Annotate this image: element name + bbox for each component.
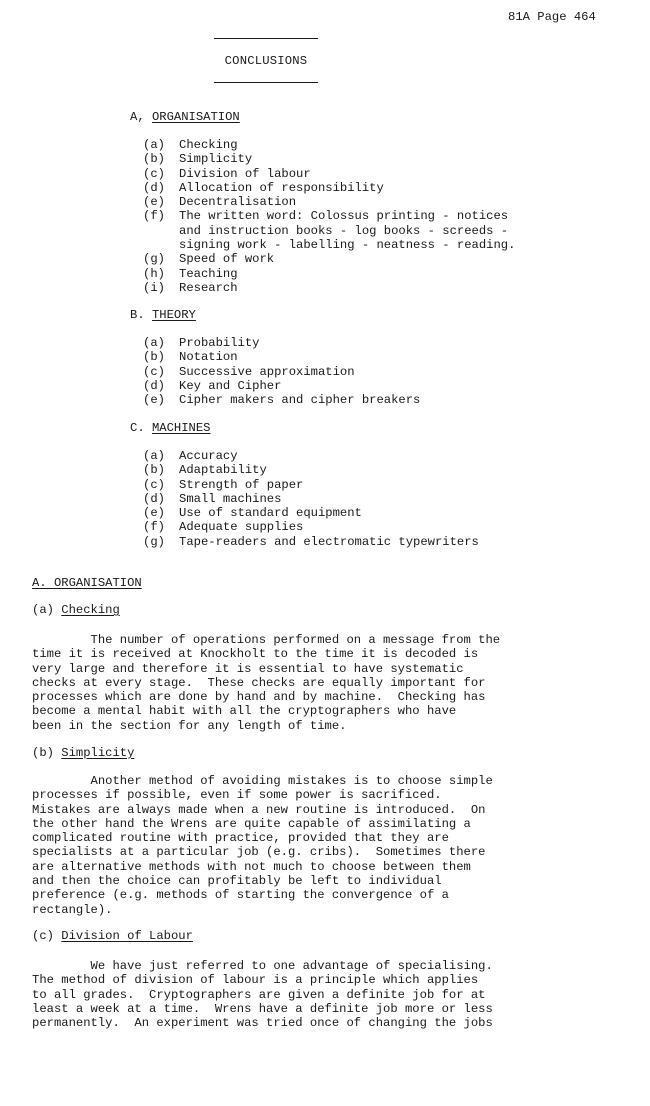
subsection-mark: (a) — [32, 603, 54, 617]
item-text: Strength of paper — [179, 477, 304, 492]
list-item — [143, 252, 515, 266]
item-mark: (a) — [143, 449, 165, 463]
item-text: Allocation of responsibility — [179, 180, 384, 195]
item-text: Key and Cipher — [179, 378, 282, 393]
item-mark: (d) — [143, 378, 165, 393]
item-text: Adequate supplies — [179, 520, 304, 535]
item-mark: (b) — [143, 463, 165, 478]
item-mark: (e) — [143, 195, 165, 210]
list-item — [143, 463, 479, 477]
item-text: Accuracy — [179, 449, 238, 463]
paragraph-line: rectangle). — [32, 902, 113, 917]
paragraph-line: checks at every stage. These checks are equally important for — [32, 675, 486, 690]
item-mark: (c) — [143, 166, 165, 181]
list-item — [143, 336, 420, 350]
paragraph-line: least a week at a time. Wrens have a definite job more or less — [32, 1001, 493, 1016]
paragraph-line: been in the section for any length of time. — [32, 718, 347, 733]
paragraph-line: The method of division of labour is a principle which applies — [32, 973, 479, 988]
title-rule-bottom — [214, 82, 318, 83]
paragraph-line: We have just referred to one advantage of specialising. — [32, 959, 493, 973]
outline-letter: A, — [130, 110, 145, 124]
subsection-title: Division of Labour — [61, 929, 193, 943]
item-text-line: signing work - labelling - neatness - reading. — [179, 238, 516, 253]
outline-letter: B. — [130, 308, 145, 322]
subsection-heading-checking — [32, 603, 120, 617]
paragraph-line: time it is received at Knockholt to the time it is decoded is — [32, 647, 479, 662]
list-item — [143, 506, 479, 520]
paragraph-simplicity — [32, 774, 592, 917]
paragraph-division-of-labour — [32, 959, 592, 1030]
paragraph-line: Mistakes are always made when a new routine is introduced. On — [32, 802, 486, 817]
item-text: Probability — [179, 336, 260, 350]
paragraph-line: processes which are done by hand and by machine. Checking has — [32, 690, 486, 705]
subsection-heading-simplicity — [32, 746, 134, 760]
item-text: Notation — [179, 350, 238, 365]
list-item — [143, 152, 515, 166]
item-mark: (g) — [143, 534, 165, 549]
list-item — [143, 195, 515, 209]
item-mark: (d) — [143, 491, 165, 506]
list-item — [143, 449, 479, 463]
outline-heading-text: MACHINES — [151, 421, 211, 435]
list-item — [143, 350, 420, 364]
paragraph-line: become a mental habit with all the cryptographers who have — [32, 704, 457, 719]
item-text-line: The written word: Colossus printing - notices — [179, 209, 509, 224]
outline-list-organisation — [143, 138, 515, 295]
item-text: Small machines — [179, 491, 282, 506]
item-mark: (f) — [143, 520, 165, 535]
page-title: CONCLUSIONS — [224, 54, 308, 68]
item-text: Cipher makers and cipher breakers — [179, 393, 421, 408]
subsection-mark: (b) — [32, 746, 54, 760]
item-text: Speed of work — [179, 252, 275, 267]
list-item — [143, 492, 479, 506]
item-text: Teaching — [179, 266, 238, 281]
list-item — [143, 520, 479, 534]
outline-list-theory — [143, 336, 420, 407]
list-item — [143, 181, 515, 195]
item-mark: (f) — [143, 209, 165, 224]
list-item — [143, 138, 515, 152]
page-number: 81A Page 464 — [508, 10, 596, 24]
outline-heading-machines — [130, 421, 210, 435]
subsection-mark: (c) — [32, 929, 54, 943]
item-text — [179, 209, 515, 252]
subsection-heading-division-of-labour — [32, 929, 193, 943]
subsection-title: Simplicity — [61, 746, 135, 760]
subsection-title: Checking — [61, 603, 120, 617]
list-item — [143, 379, 420, 393]
list-item — [143, 478, 479, 492]
item-mark: (i) — [143, 280, 165, 295]
list-item — [143, 209, 515, 252]
item-text: Adaptability — [179, 463, 267, 478]
item-text-line: and instruction books - log books - screeds - — [179, 223, 509, 238]
item-mark: (b) — [143, 152, 165, 167]
item-mark: (h) — [143, 266, 165, 281]
item-text: Research — [179, 280, 238, 295]
item-text: Decentralisation — [179, 195, 297, 210]
item-mark: (e) — [143, 506, 165, 521]
item-text: Use of standard equipment — [179, 506, 362, 521]
outline-letter: C. — [130, 421, 145, 435]
outline-heading-organisation — [130, 110, 240, 124]
outline-heading-theory — [130, 308, 196, 322]
item-text: Successive approximation — [179, 364, 355, 379]
paragraph-line: Another method of avoiding mistakes is to choose simple — [32, 774, 493, 788]
paragraph-line: very large and therefore it is essential to have systematic — [32, 661, 464, 676]
paragraph-line: and then the choice can profitably be left to individual — [32, 874, 442, 889]
paragraph-line: to all grades. Cryptographers are given a definite job for at — [32, 987, 486, 1002]
outline-list-machines — [143, 449, 479, 549]
list-item — [143, 281, 515, 295]
item-text: Tape-readers and electromatic typewriters — [179, 534, 479, 549]
title-block — [214, 38, 318, 83]
item-text: Checking — [179, 138, 238, 152]
paragraph-line: specialists at a particular job (e.g. cribs). Sometimes there — [32, 845, 486, 860]
paragraph-line: preference (e.g. methods of starting the convergence of a — [32, 888, 449, 903]
item-mark: (e) — [143, 393, 165, 408]
item-mark: (b) — [143, 350, 165, 365]
item-mark: (a) — [143, 138, 165, 152]
item-text: Simplicity — [179, 152, 253, 167]
list-item — [143, 393, 420, 407]
paragraph-line: the other hand the Wrens are quite capable of assimilating a — [32, 816, 471, 831]
list-item — [143, 167, 515, 181]
outline-heading-text: ORGANISATION — [151, 110, 240, 124]
paragraph-line: complicated routine with practice, provided that they are — [32, 831, 449, 846]
paragraph-line: are alternative methods with not much to choose between them — [32, 859, 471, 874]
list-item — [143, 535, 479, 549]
item-mark: (d) — [143, 180, 165, 195]
list-item — [143, 365, 420, 379]
item-text: Division of labour — [179, 166, 311, 181]
paragraph-line: The number of operations performed on a message from the — [32, 633, 501, 647]
paragraph-line: processes if possible, even if some power is sacrificed. — [32, 788, 442, 803]
paragraph-line: permanently. An experiment was tried once of changing the jobs — [32, 1016, 493, 1031]
item-mark: (c) — [143, 364, 165, 379]
item-mark: (a) — [143, 336, 165, 350]
outline-heading-text: THEORY — [151, 308, 196, 322]
body-section-heading: A. ORGANISATION — [32, 576, 142, 590]
item-mark: (c) — [143, 477, 165, 492]
item-mark: (g) — [143, 252, 165, 267]
paragraph-checking — [32, 633, 592, 733]
list-item — [143, 267, 515, 281]
